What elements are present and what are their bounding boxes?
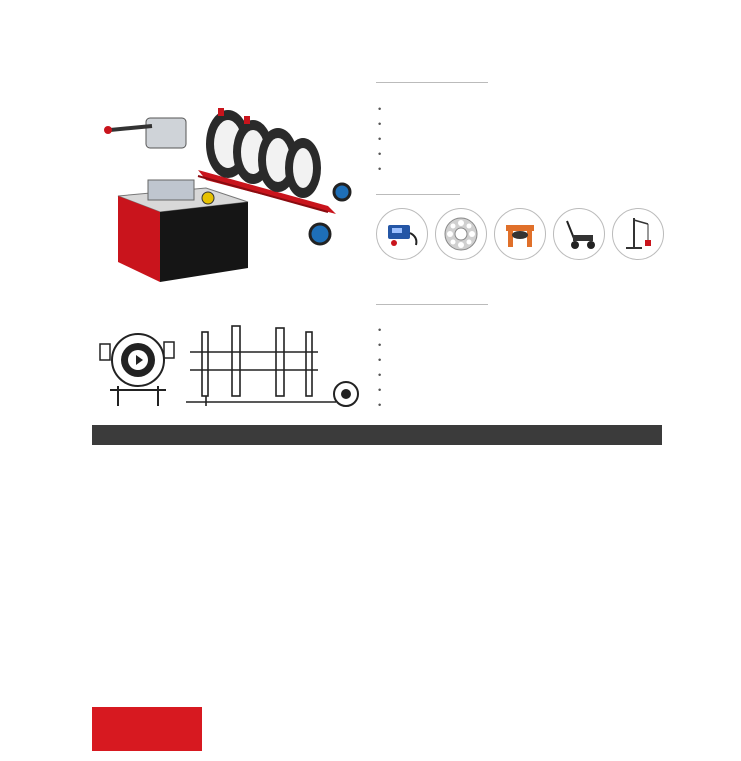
optional-item-trolley [553, 208, 605, 268]
spec-table-header [92, 425, 662, 445]
section-title-bagian-utama [376, 80, 488, 83]
optional-item-pipe-roller [494, 208, 546, 268]
optional-item-holder [435, 208, 487, 268]
diameter-pipa-row [202, 729, 662, 751]
list-item [378, 161, 381, 176]
list-item [378, 352, 381, 367]
list-item [378, 101, 381, 116]
optional-item-hoist [612, 208, 664, 268]
list-item [378, 382, 381, 397]
machine-photo [88, 96, 358, 286]
list-item [378, 337, 381, 352]
pipe-roller-icon [494, 208, 546, 260]
welding-range-label [92, 707, 202, 751]
list-item [378, 131, 381, 146]
welding-range-table [92, 707, 662, 751]
list-item [378, 397, 381, 412]
welding-range-row [202, 707, 662, 729]
optional-part-row [376, 208, 664, 268]
section-title-optional-part [376, 192, 460, 195]
fitur-list [378, 322, 381, 412]
list-item [378, 116, 381, 131]
trolley-icon [553, 208, 605, 260]
list-item [378, 146, 381, 161]
bagian-utama-list [378, 101, 381, 176]
welding-range-grid [202, 707, 662, 751]
spec-table [92, 425, 662, 445]
section-title-fitur [376, 302, 488, 305]
holder-icon [435, 208, 487, 260]
front-view-drawing [96, 320, 186, 410]
side-view-drawing [186, 322, 362, 412]
data-logger-icon [376, 208, 428, 260]
list-item [378, 367, 381, 382]
list-item [378, 322, 381, 337]
hoist-icon [612, 208, 664, 260]
optional-item-data-logger [376, 208, 428, 268]
